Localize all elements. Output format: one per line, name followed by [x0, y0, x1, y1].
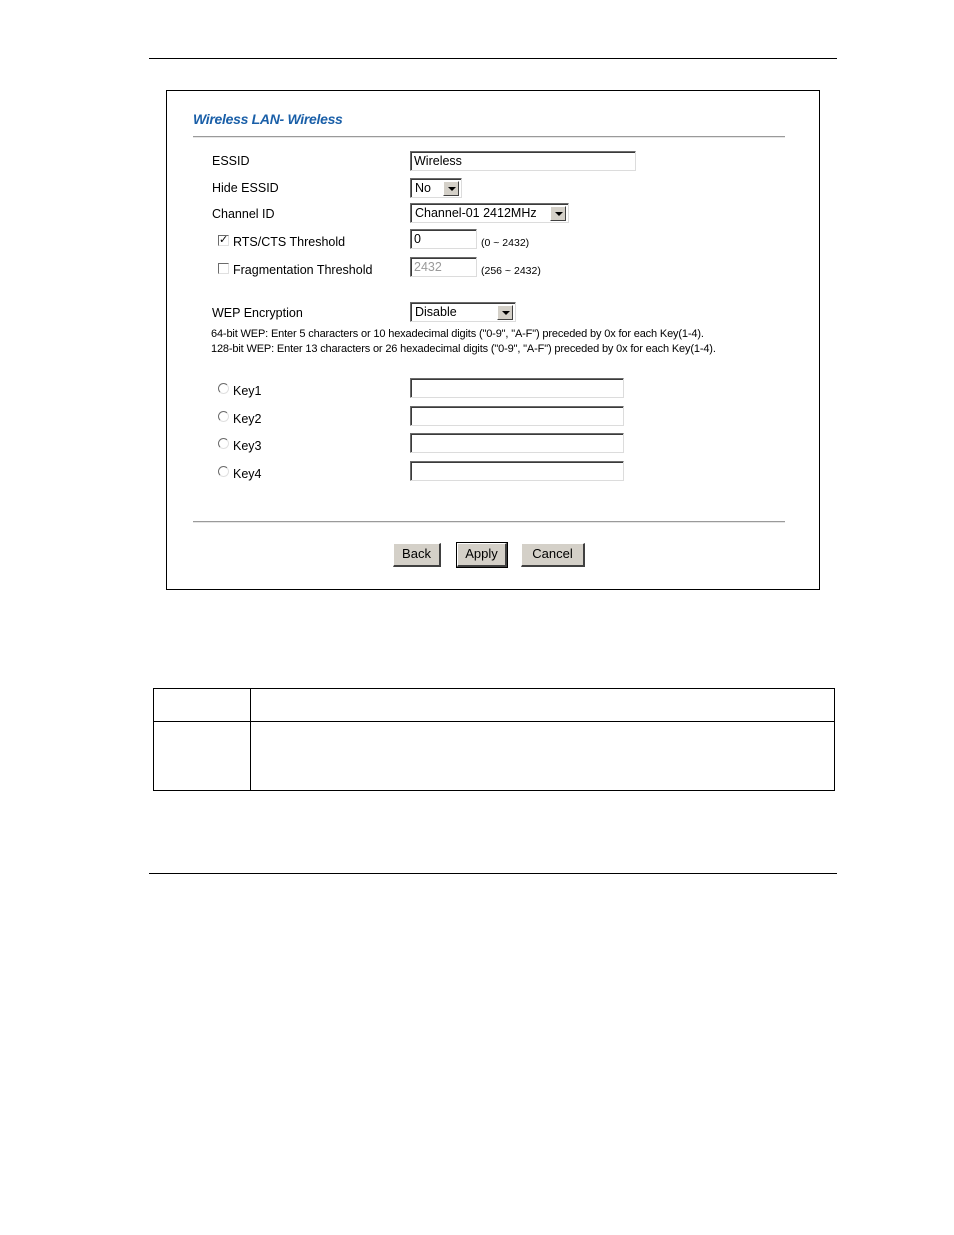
essid-label: ESSID	[212, 154, 250, 168]
panel-title: Wireless LAN- Wireless	[193, 111, 343, 127]
rts-cts-label: RTS/CTS Threshold	[233, 235, 346, 249]
table-row	[154, 722, 835, 791]
chevron-down-icon[interactable]	[550, 206, 566, 221]
essid-input[interactable]: Wireless	[410, 151, 636, 171]
key2-radio[interactable]	[218, 411, 229, 422]
channel-id-select[interactable]	[410, 203, 569, 223]
wireless-lan-panel	[166, 90, 820, 590]
table-header-cell	[251, 689, 835, 722]
title-divider	[193, 136, 785, 138]
key3-input[interactable]	[410, 433, 624, 453]
fragmentation-range: (256 ~ 2432)	[481, 265, 541, 277]
hide-essid-value: No	[415, 181, 431, 195]
cancel-button[interactable]: Cancel	[521, 543, 585, 567]
wep-encryption-label: WEP Encryption	[212, 306, 303, 320]
description-table	[153, 688, 835, 791]
hide-essid-select[interactable]	[410, 178, 462, 198]
table-header-row	[154, 689, 835, 722]
key3-label: Key3	[233, 439, 262, 453]
key2-input[interactable]	[410, 406, 624, 426]
key1-radio[interactable]	[218, 383, 229, 394]
wep-128-note: 128-bit WEP: Enter 13 characters or 26 hexadecimal digits ("0-9", "A-F") preceded by 0x for each Key(1-4).	[211, 343, 716, 355]
wep-64-note: 64-bit WEP: Enter 5 characters or 10 hexadecimal digits ("0-9", "A-F") preceded by 0x for each Key(1-4).	[211, 328, 704, 340]
channel-id-value: Channel-01 2412MHz	[415, 206, 537, 220]
rts-cts-range: (0 ~ 2432)	[481, 237, 530, 249]
key4-label: Key4	[233, 467, 262, 481]
button-divider	[193, 521, 785, 523]
table-header-cell	[154, 689, 251, 722]
back-button[interactable]: Back	[393, 543, 441, 567]
wep-encryption-value: Disable	[415, 305, 457, 319]
table-cell	[154, 722, 251, 791]
bottom-rule	[149, 873, 837, 874]
key3-radio[interactable]	[218, 438, 229, 449]
key4-radio[interactable]	[218, 466, 229, 477]
top-rule	[149, 58, 837, 59]
table-cell	[251, 722, 835, 791]
rts-cts-checkbox[interactable]: ✓	[219, 234, 229, 246]
chevron-down-icon[interactable]	[443, 181, 459, 196]
rts-cts-input[interactable]: 0	[410, 229, 477, 249]
channel-id-label: Channel ID	[212, 207, 275, 221]
chevron-down-icon[interactable]	[497, 305, 513, 320]
fragmentation-input[interactable]: 2432	[410, 257, 477, 277]
fragmentation-label: Fragmentation Threshold	[233, 263, 373, 277]
key1-label: Key1	[233, 384, 262, 398]
key2-label: Key2	[233, 412, 262, 426]
fragmentation-checkbox[interactable]	[218, 263, 229, 274]
apply-button[interactable]: Apply	[457, 543, 507, 567]
hide-essid-label: Hide ESSID	[212, 181, 279, 195]
key1-input[interactable]	[410, 378, 624, 398]
key4-input[interactable]	[410, 461, 624, 481]
wep-encryption-select[interactable]	[410, 302, 516, 322]
